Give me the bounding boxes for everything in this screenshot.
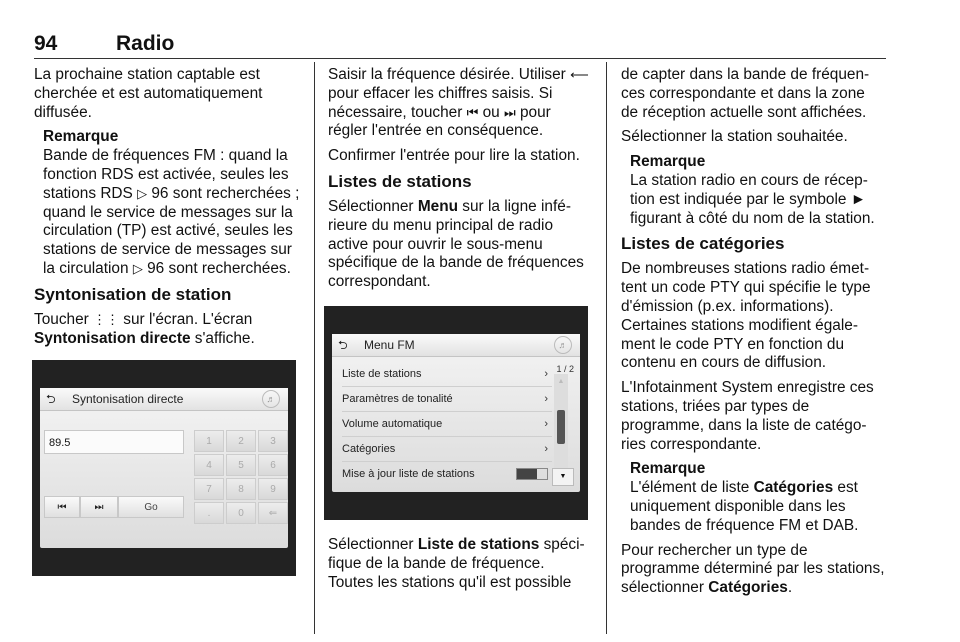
screen-title-bar: [332, 334, 580, 357]
note: Remarque Bande de fréquences FM : quand la fonction RDS est activée, seules les stations RDS ▷ 96 sont recherchées ; quand le service de messages sur la circulation (TP) est activé, seules les stations de service de messages sur la circulation ▷ 96 sont recherchées.: [43, 128, 302, 278]
column-divider: [606, 62, 607, 634]
column-divider: [314, 62, 315, 634]
frequency-input[interactable]: 89.5: [44, 430, 184, 454]
backspace-icon: ⟵: [570, 67, 589, 82]
note: Remarque L'élément de liste Catégories est uniquement disponible dans les bandes de fréquence FM et DAB.: [630, 460, 886, 535]
note-title: Remarque: [630, 460, 706, 478]
keypad-key[interactable]: .: [194, 502, 224, 524]
paragraph: Pour rechercher un type de programme déterminé par les stations, sélectionner Catégories.: [621, 541, 885, 597]
back-icon[interactable]: ⮌: [338, 337, 348, 352]
paragraph: Sélectionner Menu sur la ligne inférieure du menu principal de radio active pour ouvrir le sous-menu spécifique de la bande de fréquences correspondant.: [328, 197, 584, 291]
keypad-key[interactable]: 9: [258, 478, 288, 500]
settings-icon[interactable]: ♬: [262, 390, 280, 408]
page-number: 94: [34, 32, 58, 55]
scrollbar[interactable]: [554, 374, 568, 478]
tune-icon: ⋮⋮: [93, 311, 120, 327]
header-rule: [34, 58, 886, 59]
backspace-key[interactable]: ⇐: [258, 502, 288, 524]
paragraph: Sélectionner Liste de stations spécifique de la bande de fréquence. Toutes les stations qu'il est possible: [328, 535, 585, 591]
update-progress: [516, 468, 548, 480]
screen-title: Syntonisation directe: [72, 392, 184, 407]
page-ref-icon: ▷: [137, 185, 148, 201]
keypad-key[interactable]: 4: [194, 454, 224, 476]
page-ref[interactable]: 96: [151, 184, 169, 202]
menu-item-categories[interactable]: Catégories ›: [342, 437, 552, 462]
note: Remarque La station radio en cours de réception est indiquée par le symbole ► figurant à côté du nom de la station.: [630, 153, 886, 228]
keypad-key[interactable]: 8: [226, 478, 256, 500]
chevron-right-icon: ›: [544, 367, 548, 380]
page-ref-icon: ▷: [132, 260, 143, 276]
paragraph: de capter dans la bande de fréquences correspondante et dans la zone de réception actuelle sont affichées.: [621, 66, 870, 121]
scroll-thumb[interactable]: [557, 410, 565, 444]
chevron-right-icon: ›: [544, 442, 548, 455]
screen-menu-fm: [324, 306, 588, 520]
screen-direct-tuning: [32, 360, 296, 576]
section-title: Radio: [116, 32, 175, 55]
screen-display: [40, 388, 288, 548]
page-ref[interactable]: 96: [147, 259, 165, 277]
note-title: Remarque: [630, 153, 706, 171]
keypad-key[interactable]: 7: [194, 478, 224, 500]
scroll-down-button[interactable]: ▼: [552, 468, 574, 486]
menu-item-update-list[interactable]: Mise à jour liste de stations: [342, 462, 552, 486]
seek-forward-button[interactable]: ⏭: [80, 496, 118, 518]
paragraph: Saisir la fréquence désirée. Utiliser ⟵ pour effacer les chiffres saisis. Si nécessaire, toucher ⏮ ou ⏭ pour régler l'entrée en conséquence.: [328, 66, 589, 140]
paragraph: De nombreuses stations radio émettent un code PTY qui spécifie le type d'émission (p.ex. informations). Certaines stations modifient également le code PTY en fonction du contenu en cours de diffusion.: [621, 260, 871, 372]
paragraph: La prochaine station captable est cherchée et est automatiquement diffusée.: [34, 66, 263, 121]
note-title: Remarque: [43, 128, 119, 146]
keypad-key[interactable]: 2: [226, 430, 256, 452]
back-icon[interactable]: ⮌: [46, 392, 56, 407]
seek-back-button[interactable]: ⏮: [44, 496, 80, 518]
paragraph: Toucher ⋮⋮ sur l'écran. L'écran Syntonisation directe s'affiche.: [34, 310, 255, 347]
keypad-key[interactable]: 3: [258, 430, 288, 452]
heading-station-lists: Listes de stations: [328, 171, 472, 191]
column-1: [34, 66, 302, 576]
menu-item-auto-volume[interactable]: Volume automatique ›: [342, 412, 552, 437]
keypad-key[interactable]: 6: [258, 454, 288, 476]
paragraph: L'Infotainment System enregistre ces stations, triées par types de programme, dans la liste de catégories correspondante.: [621, 379, 874, 453]
chevron-right-icon: ›: [544, 392, 548, 405]
screen-display: [332, 334, 580, 492]
seek-forward-icon: ⏭: [503, 104, 516, 120]
go-button[interactable]: Go: [118, 496, 184, 518]
menu-item-station-list[interactable]: Liste de stations ›: [342, 362, 552, 387]
heading-category-lists: Listes de catégories: [621, 234, 785, 254]
page-header: [34, 8, 886, 55]
menu-item-tone-settings[interactable]: Paramètres de tonalité ›: [342, 387, 552, 412]
column-2: [328, 66, 590, 598]
scroll-up-icon[interactable]: ▲: [557, 377, 565, 385]
chevron-right-icon: ›: [544, 417, 548, 430]
heading-tuning: Syntonisation de station: [34, 284, 232, 304]
paragraph: Sélectionner la station souhaitée.: [621, 128, 848, 146]
seek-back-icon: ⏮: [466, 104, 479, 120]
keypad-key[interactable]: 0: [226, 502, 256, 524]
column-3: [621, 66, 886, 604]
page-indicator: 1 / 2: [556, 363, 574, 374]
screen-title-bar: [40, 388, 288, 411]
keypad-key[interactable]: 1: [194, 430, 224, 452]
paragraph: Confirmer l'entrée pour lire la station.: [328, 147, 580, 165]
settings-icon[interactable]: ♬: [554, 336, 572, 354]
keypad-key[interactable]: 5: [226, 454, 256, 476]
screen-title: Menu FM: [364, 337, 415, 352]
